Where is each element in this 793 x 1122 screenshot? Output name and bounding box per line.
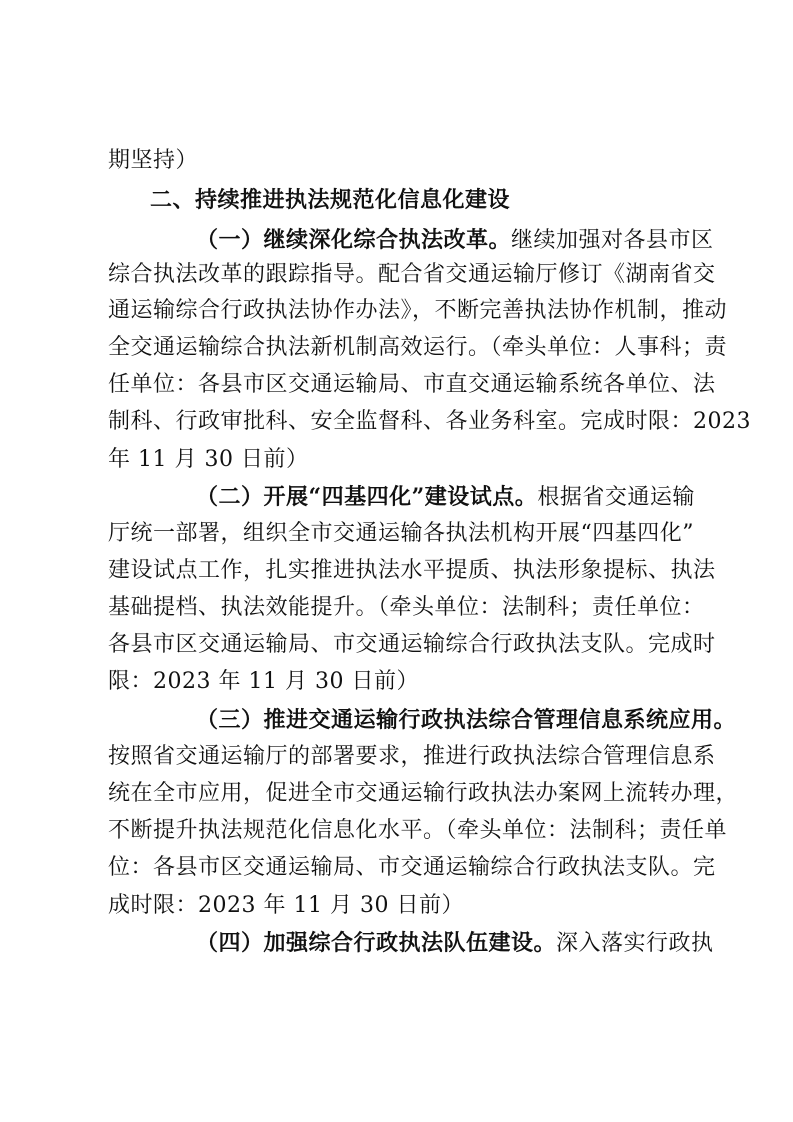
- subsection-line: [196, 225, 776, 256]
- text-line: 通运输综合行政执法协作办法》，不断完善执法协作机制，推动: [108, 298, 728, 323]
- subsection-line: [196, 705, 776, 736]
- text-run: 深入落实行政执: [556, 931, 714, 956]
- text-line: 综合执法改革的跟踪指导。配合省交通运输厅修订《湖南省交: [108, 262, 716, 287]
- text-line: 成时限：2023 年 11 月 30 日前）: [108, 893, 464, 918]
- section-heading: 二、持续推进执法规范化信息化建设: [150, 188, 511, 213]
- subsection-title: （二）开展“四基四化”建设试点。: [196, 484, 538, 510]
- text-line: 统在全市应用，促进全市交通运输行政执法办案网上流转办理，: [108, 781, 739, 806]
- text-line: 位：各县市区交通运输局、市交通运输综合行政执法支队。完: [108, 855, 716, 880]
- text-run: 根据省交通运输: [537, 485, 695, 510]
- subsection-line: [196, 928, 776, 959]
- text-line: 基础提档、执法效能提升。（牵头单位：法制科；责任单位：: [108, 595, 705, 620]
- text-line: 厅统一部署，组织全市交通运输各执法机构开展“四基四化”: [108, 521, 694, 546]
- subsection-line: [196, 482, 776, 513]
- text-line: 任单位：各县市区交通运输局、市直交通运输系统各单位、法: [108, 372, 716, 397]
- text-line: 制科、行政审批科、安全监督科、各业务科室。完成时限：2023: [108, 409, 751, 434]
- subsection-title: （三）推进交通运输行政执法综合管理信息系统应用。: [196, 707, 737, 733]
- text-run: 继续加强对各县市区: [511, 228, 714, 253]
- text-line: 期坚持）: [108, 148, 199, 173]
- text-line: 各县市区交通运输局、市交通运输综合行政执法支队。完成时: [108, 632, 716, 657]
- text-line: 按照省交通运输厅的部署要求，推进行政执法综合管理信息系: [108, 744, 716, 769]
- text-line: 年 11 月 30 日前）: [108, 447, 309, 472]
- text-line: 建设试点工作，扎实推进执法水平提质、执法形象提标、执法: [108, 558, 716, 583]
- text-line: 不断提升执法规范化信息化水平。（牵头单位：法制科；责任单: [108, 818, 728, 843]
- subsection-title: （一）继续深化综合执法改革。: [196, 227, 512, 253]
- text-line: 限：2023 年 11 月 30 日前）: [108, 669, 419, 694]
- subsection-title: （四）加强综合行政执法队伍建设。: [196, 930, 557, 956]
- text-line: 全交通运输综合执法新机制高效运行。（牵头单位：人事科；责: [108, 335, 728, 360]
